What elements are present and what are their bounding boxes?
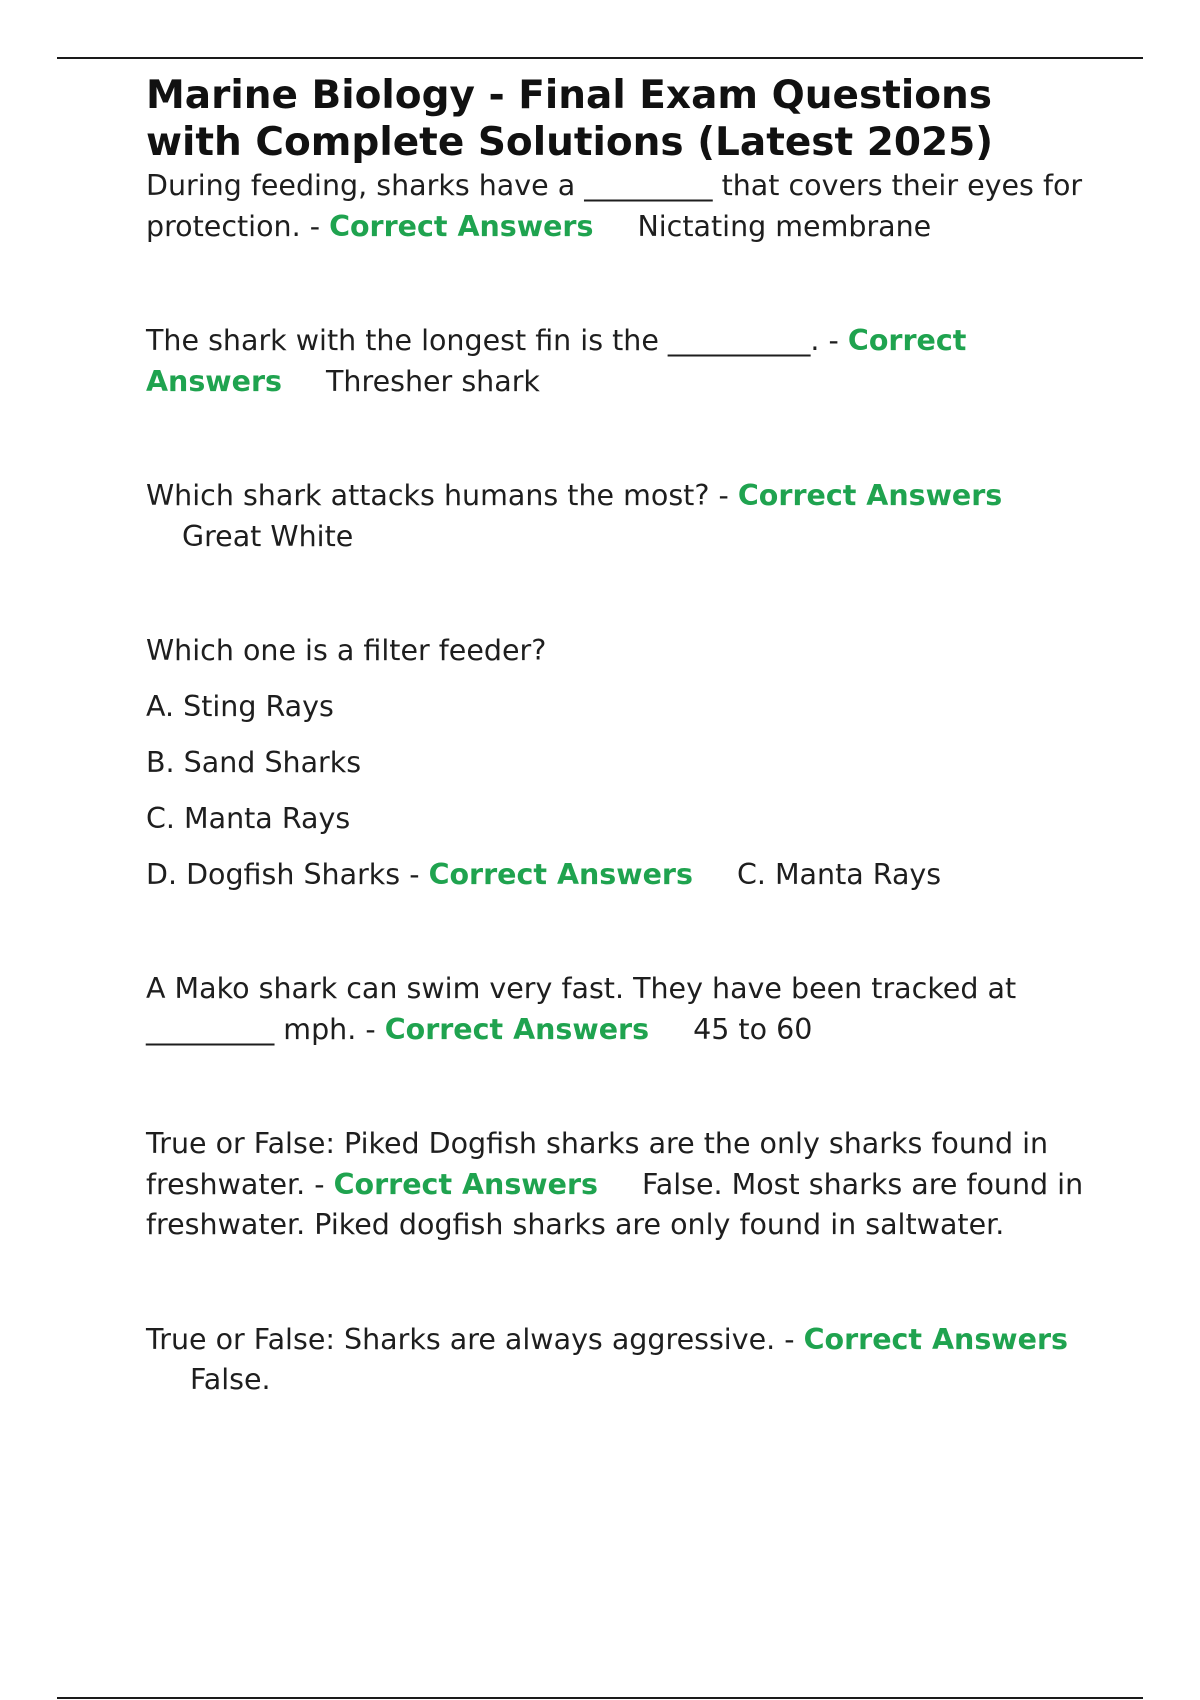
question-3: [146, 476, 1106, 557]
question-text: True or False: Piked Dogfish sharks are the only sharks found in freshwater.: [146, 1127, 1049, 1201]
question-text: A Mako shark can swim very fast. They have been tracked at _________ mph.: [146, 972, 1017, 1046]
question-1: [146, 166, 1106, 247]
answer-text: 45 to 60: [693, 1012, 813, 1046]
correct-answers-label: Correct Answers: [333, 1167, 598, 1201]
option-a: A. Sting Rays: [146, 690, 334, 723]
question-text: During feeding, sharks have a _________ that covers their eyes for protection.: [146, 169, 1083, 243]
answer-separator: -: [305, 1167, 334, 1201]
document-title: [146, 72, 1106, 166]
option-d-line: [146, 855, 1106, 895]
option-c: C. Manta Rays: [146, 802, 351, 835]
answer-separator: -: [709, 479, 738, 512]
option-d: D. Dogfish Sharks: [146, 858, 401, 891]
answer-separator: -: [300, 209, 330, 243]
answer-text: False.: [190, 1363, 271, 1396]
answer-separator: -: [356, 1012, 385, 1046]
answer-separator: -: [400, 858, 429, 891]
answer-separator: -: [775, 1322, 804, 1356]
correct-answers-label: Correct Answers: [428, 858, 693, 891]
top-rule: [57, 57, 1143, 59]
answer-text: False. Most sharks are found in freshwater. Piked dogfish sharks are only found in saltwater.: [146, 1167, 1084, 1241]
question-text: The shark with the longest fin is the __________.: [146, 324, 820, 357]
question-6: [146, 1124, 1106, 1246]
question-stem: Which one is a filter feeder?: [146, 634, 547, 667]
question-7: [146, 1320, 1106, 1401]
correct-answers-label: Correct Answers: [384, 1012, 650, 1046]
title-line-1: Marine Biology - Final Exam Questions: [146, 73, 992, 118]
answer-text: Great White: [182, 519, 354, 553]
question-text: True or False: Sharks are always aggressive.: [146, 1322, 776, 1356]
question-2: [146, 321, 1106, 402]
bottom-rule: [57, 1697, 1143, 1699]
correct-answers-label: Correct Answers: [329, 209, 594, 243]
title-line-2: with Complete Solutions (Latest 2025): [146, 120, 994, 165]
question-5: [146, 969, 1106, 1050]
option-b: B. Sand Sharks: [146, 746, 362, 779]
question-4: [146, 631, 1106, 895]
answer-text: Nictating membrane: [637, 209, 932, 243]
answer-text: C. Manta Rays: [736, 858, 942, 891]
correct-answers-label: Correct Answers: [737, 479, 1003, 512]
answer-separator: -: [819, 324, 848, 357]
question-text: Which shark attacks humans the most?: [146, 479, 710, 512]
correct-answers-label: Correct Answers: [146, 324, 967, 398]
document-page: [146, 72, 1106, 1401]
answer-text: Thresher shark: [326, 364, 540, 398]
correct-answers-label: Correct Answers: [803, 1322, 1068, 1356]
